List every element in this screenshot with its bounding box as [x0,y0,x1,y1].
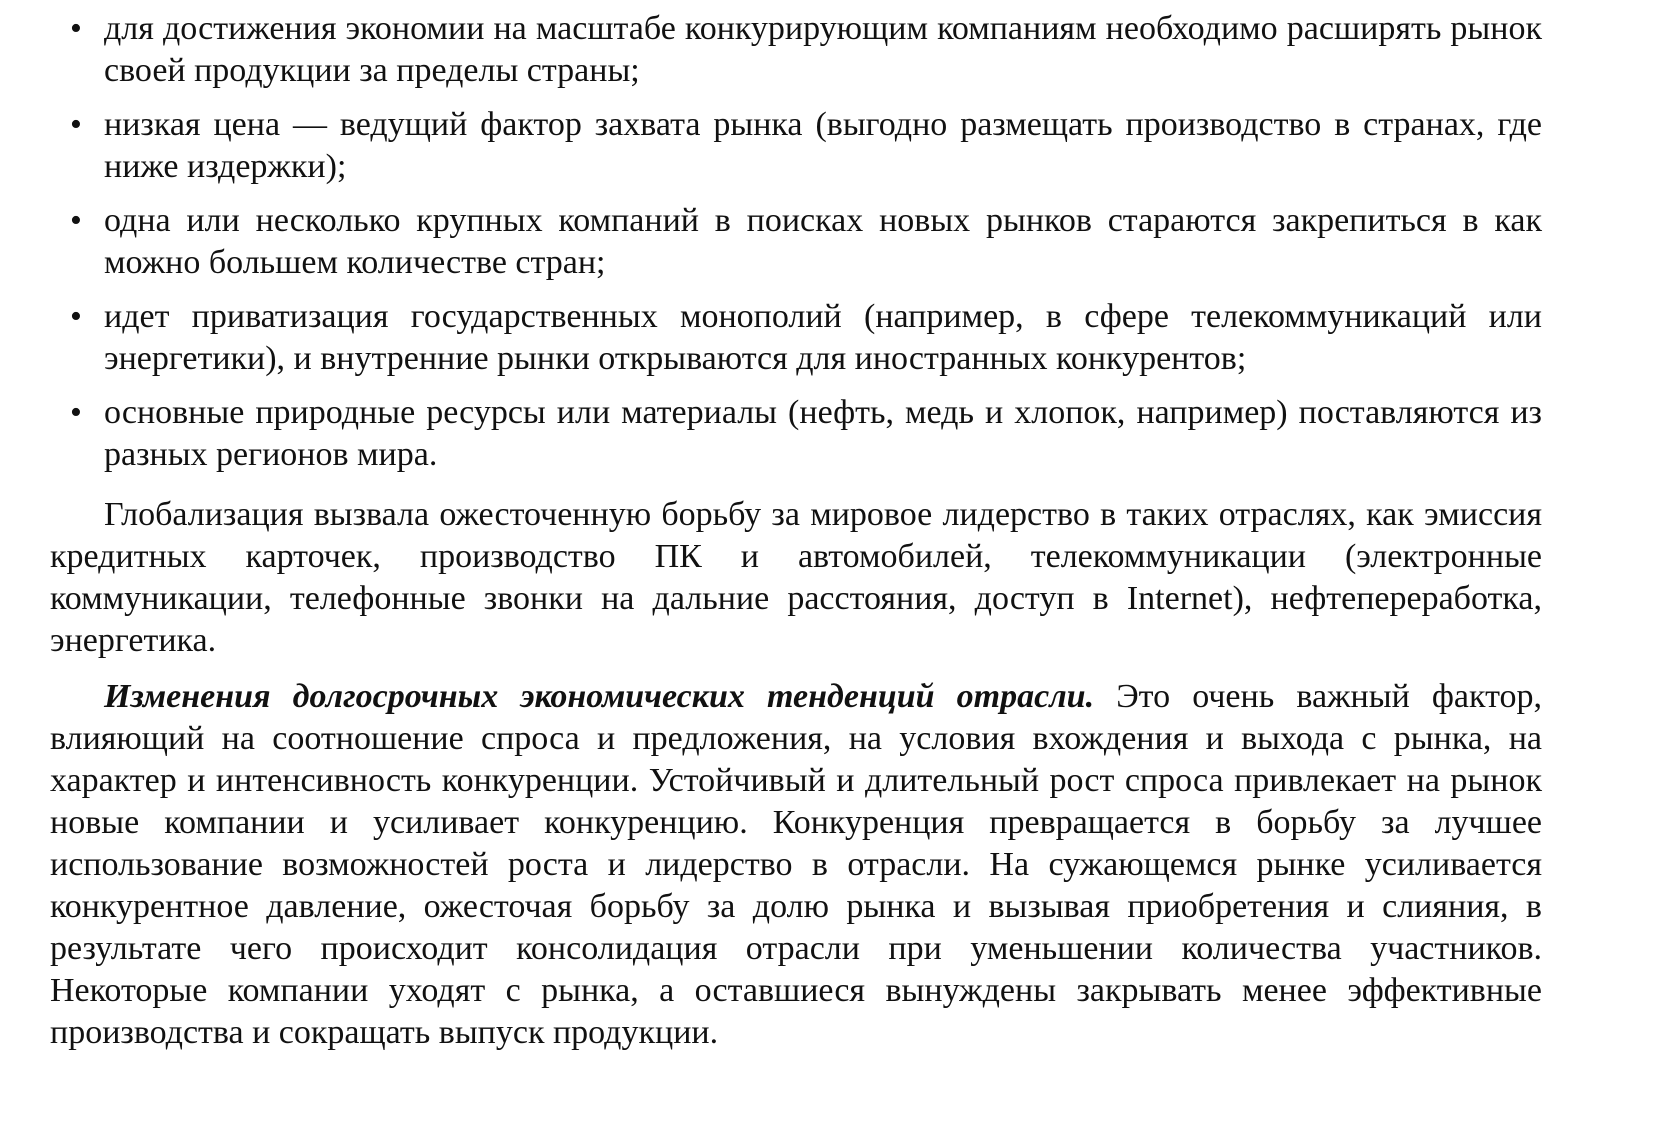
bullet-icon: • [70,106,82,143]
list-item-text: идет приватизация государственных монополий (например, в сфере телекоммуникаций или энергетики), и внутренние рынки открываются для иностранных конкурентов; [104,298,1542,377]
bullet-icon: • [70,298,82,335]
paragraph-lead-heading: Изменения долгосрочных экономических тенденций отрасли. [104,678,1095,715]
paragraph-body-text: Это очень важный фактор, влияющий на соотношение спроса и предложения, на условия вхождения и выхода с рынка, на характер и интенсивность конкуренции. Устойчивый и длительный рост спроса привлекает на рынок новые компании и усиливает конкуренцию. Конкуренция превращается в борьбу за лучшее использование возможностей роста и лидерство в отрасли. На сужающемся рынке усиливается конкурентное давление, ожесточая борьбу за долю рынка и вызывая приобретения и слияния, в результате чего происходит консолидация отрасли при уменьшении количества участников. Некоторые компании уходят с рынка, а оставшиеся вынуждены закрывать менее эффективные производства и сокращать выпуск продукции. [50,678,1543,1051]
list-item [50,392,1542,476]
bullet-icon: • [70,202,82,239]
bullet-icon: • [70,394,82,431]
list-item-text: одна или несколько крупных компаний в поисках новых рынков стараются закрепиться в как можно большем количестве стран; [104,202,1542,281]
paragraph-globalization: Глобализация вызвала ожесточенную борьбу за мировое лидерство в таких отраслях, как эмиссия кредитных карточек, производство ПК и автомобилей, телекоммуникации (электронные коммуникации, телефонные звонки на дальние расстояния, доступ в Internet), нефтепереработка, энергетика. [50,496,1542,659]
bullet-icon: • [70,10,82,47]
list-item-text: основные природные ресурсы или материалы (нефть, медь и хлопок, например) поставляются из разных регионов мира. [104,394,1542,473]
list-item [50,104,1542,188]
paragraph-trends [50,676,1542,1054]
list-item [50,8,1542,92]
list-item-text: для достижения экономии на масштабе конкурирующим компаниям необходимо расширять рынок своей продукции за пределы страны; [104,10,1542,89]
document-page [50,8,1542,1054]
list-item [50,200,1542,284]
list-item [50,296,1542,380]
bullet-list [50,8,1542,476]
list-item-text: низкая цена — ведущий фактор захвата рынка (выгодно размещать производство в странах, где ниже издержки); [104,106,1542,185]
